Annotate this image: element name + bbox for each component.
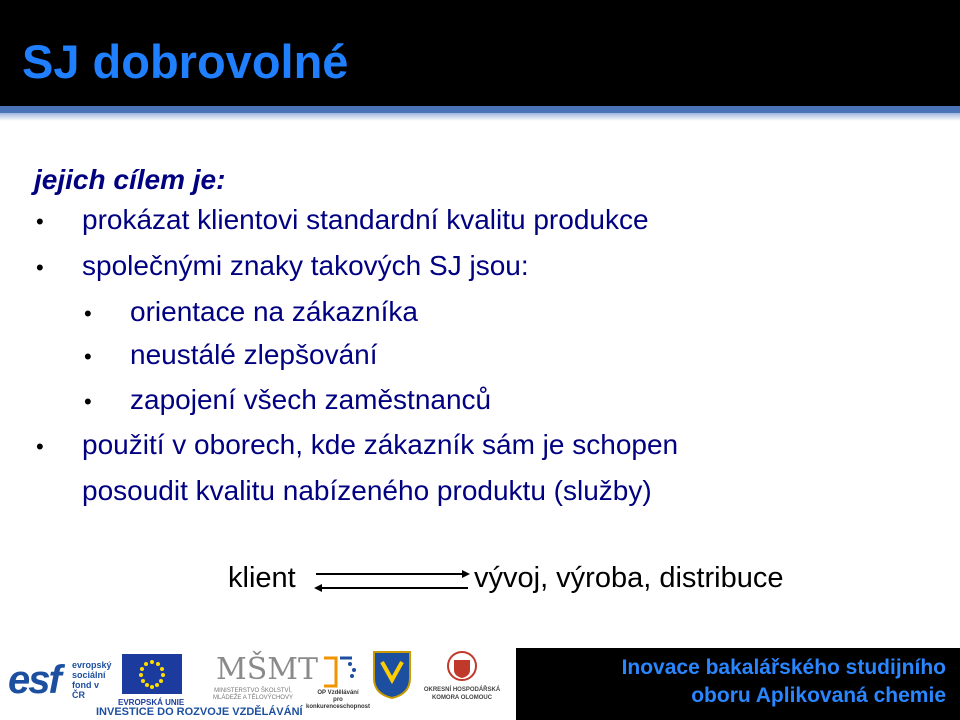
- esf-text-line: sociální: [72, 670, 106, 680]
- op-text-line: OP Vzdělávání: [317, 690, 359, 696]
- double-arrow-icon: [312, 566, 472, 596]
- eu-flag-icon: [122, 654, 182, 694]
- esf-letters: esf: [8, 658, 60, 702]
- op-text: [306, 690, 370, 711]
- bullet-item: společnými znaky takových SJ jsou:: [82, 250, 529, 281]
- intro-heading: jejich cílem je:: [34, 164, 226, 195]
- op-mark-icon: [306, 652, 370, 690]
- bullet-item: použití v oborech, kde zákazník sám je schopen: [82, 429, 679, 460]
- sub-bullet-item: neustálé zlepšování: [130, 339, 378, 370]
- bullet-item: prokázat klientovi standardní kvalitu produkce: [82, 204, 649, 235]
- msmt-letters: MŠMT: [216, 652, 318, 687]
- sub-bullet-item: zapojení všech zaměstnanců: [130, 384, 492, 415]
- okh-text-line: KOMORA OLOMOUC: [431, 695, 493, 701]
- bullet-icon: •: [36, 434, 44, 459]
- bullet-icon: •: [84, 389, 92, 414]
- bullet-icon: •: [36, 209, 44, 234]
- okh-emblem-icon: [420, 650, 504, 684]
- sub-bullet-item: orientace na zákazníka: [130, 296, 418, 327]
- title-bar: [0, 0, 960, 113]
- okh-text-line: OKRESNÍ HOSPODÁŘSKÁ: [423, 687, 501, 693]
- msmt-text: MINISTERSTVO ŠKOLSTVÍ, MLÁDEŽE A TĚLOVÝCHOVY: [213, 688, 293, 701]
- bullet-icon: •: [84, 344, 92, 369]
- esf-logo: [8, 652, 112, 702]
- bullet-icon: •: [36, 255, 44, 280]
- flow-right-label: vývoj, výroba, distribuce: [474, 562, 784, 594]
- slide-title: SJ dobrovolné: [22, 35, 349, 88]
- project-name-line: Inovace bakalářského studijního: [621, 656, 946, 679]
- okh-text: [420, 686, 504, 702]
- esf-text: [72, 660, 112, 700]
- eu-text: EVROPSKÁ UNIE: [118, 698, 185, 707]
- project-name-line: oboru Aplikovaná chemie: [691, 684, 946, 707]
- op-text-line: pro konkurenceschopnost: [306, 697, 371, 710]
- bullet-item-continuation: posoudit kvalitu nabízeného produktu (služby): [82, 475, 652, 506]
- university-shield-icon: [372, 650, 412, 700]
- project-banner: [516, 648, 960, 720]
- okh-logo: [420, 650, 504, 706]
- esf-text-line: fond v ČR: [72, 680, 99, 700]
- flow-left-label: klient: [228, 562, 296, 594]
- esf-text-line: evropský: [72, 660, 112, 670]
- op-logo: [306, 652, 371, 710]
- bullet-icon: •: [84, 301, 92, 326]
- msmt-logo: [206, 652, 318, 702]
- investment-slogan: INVESTICE DO ROZVOJE VZDĚLÁVÁNÍ: [96, 706, 303, 718]
- title-shadow: [0, 113, 960, 121]
